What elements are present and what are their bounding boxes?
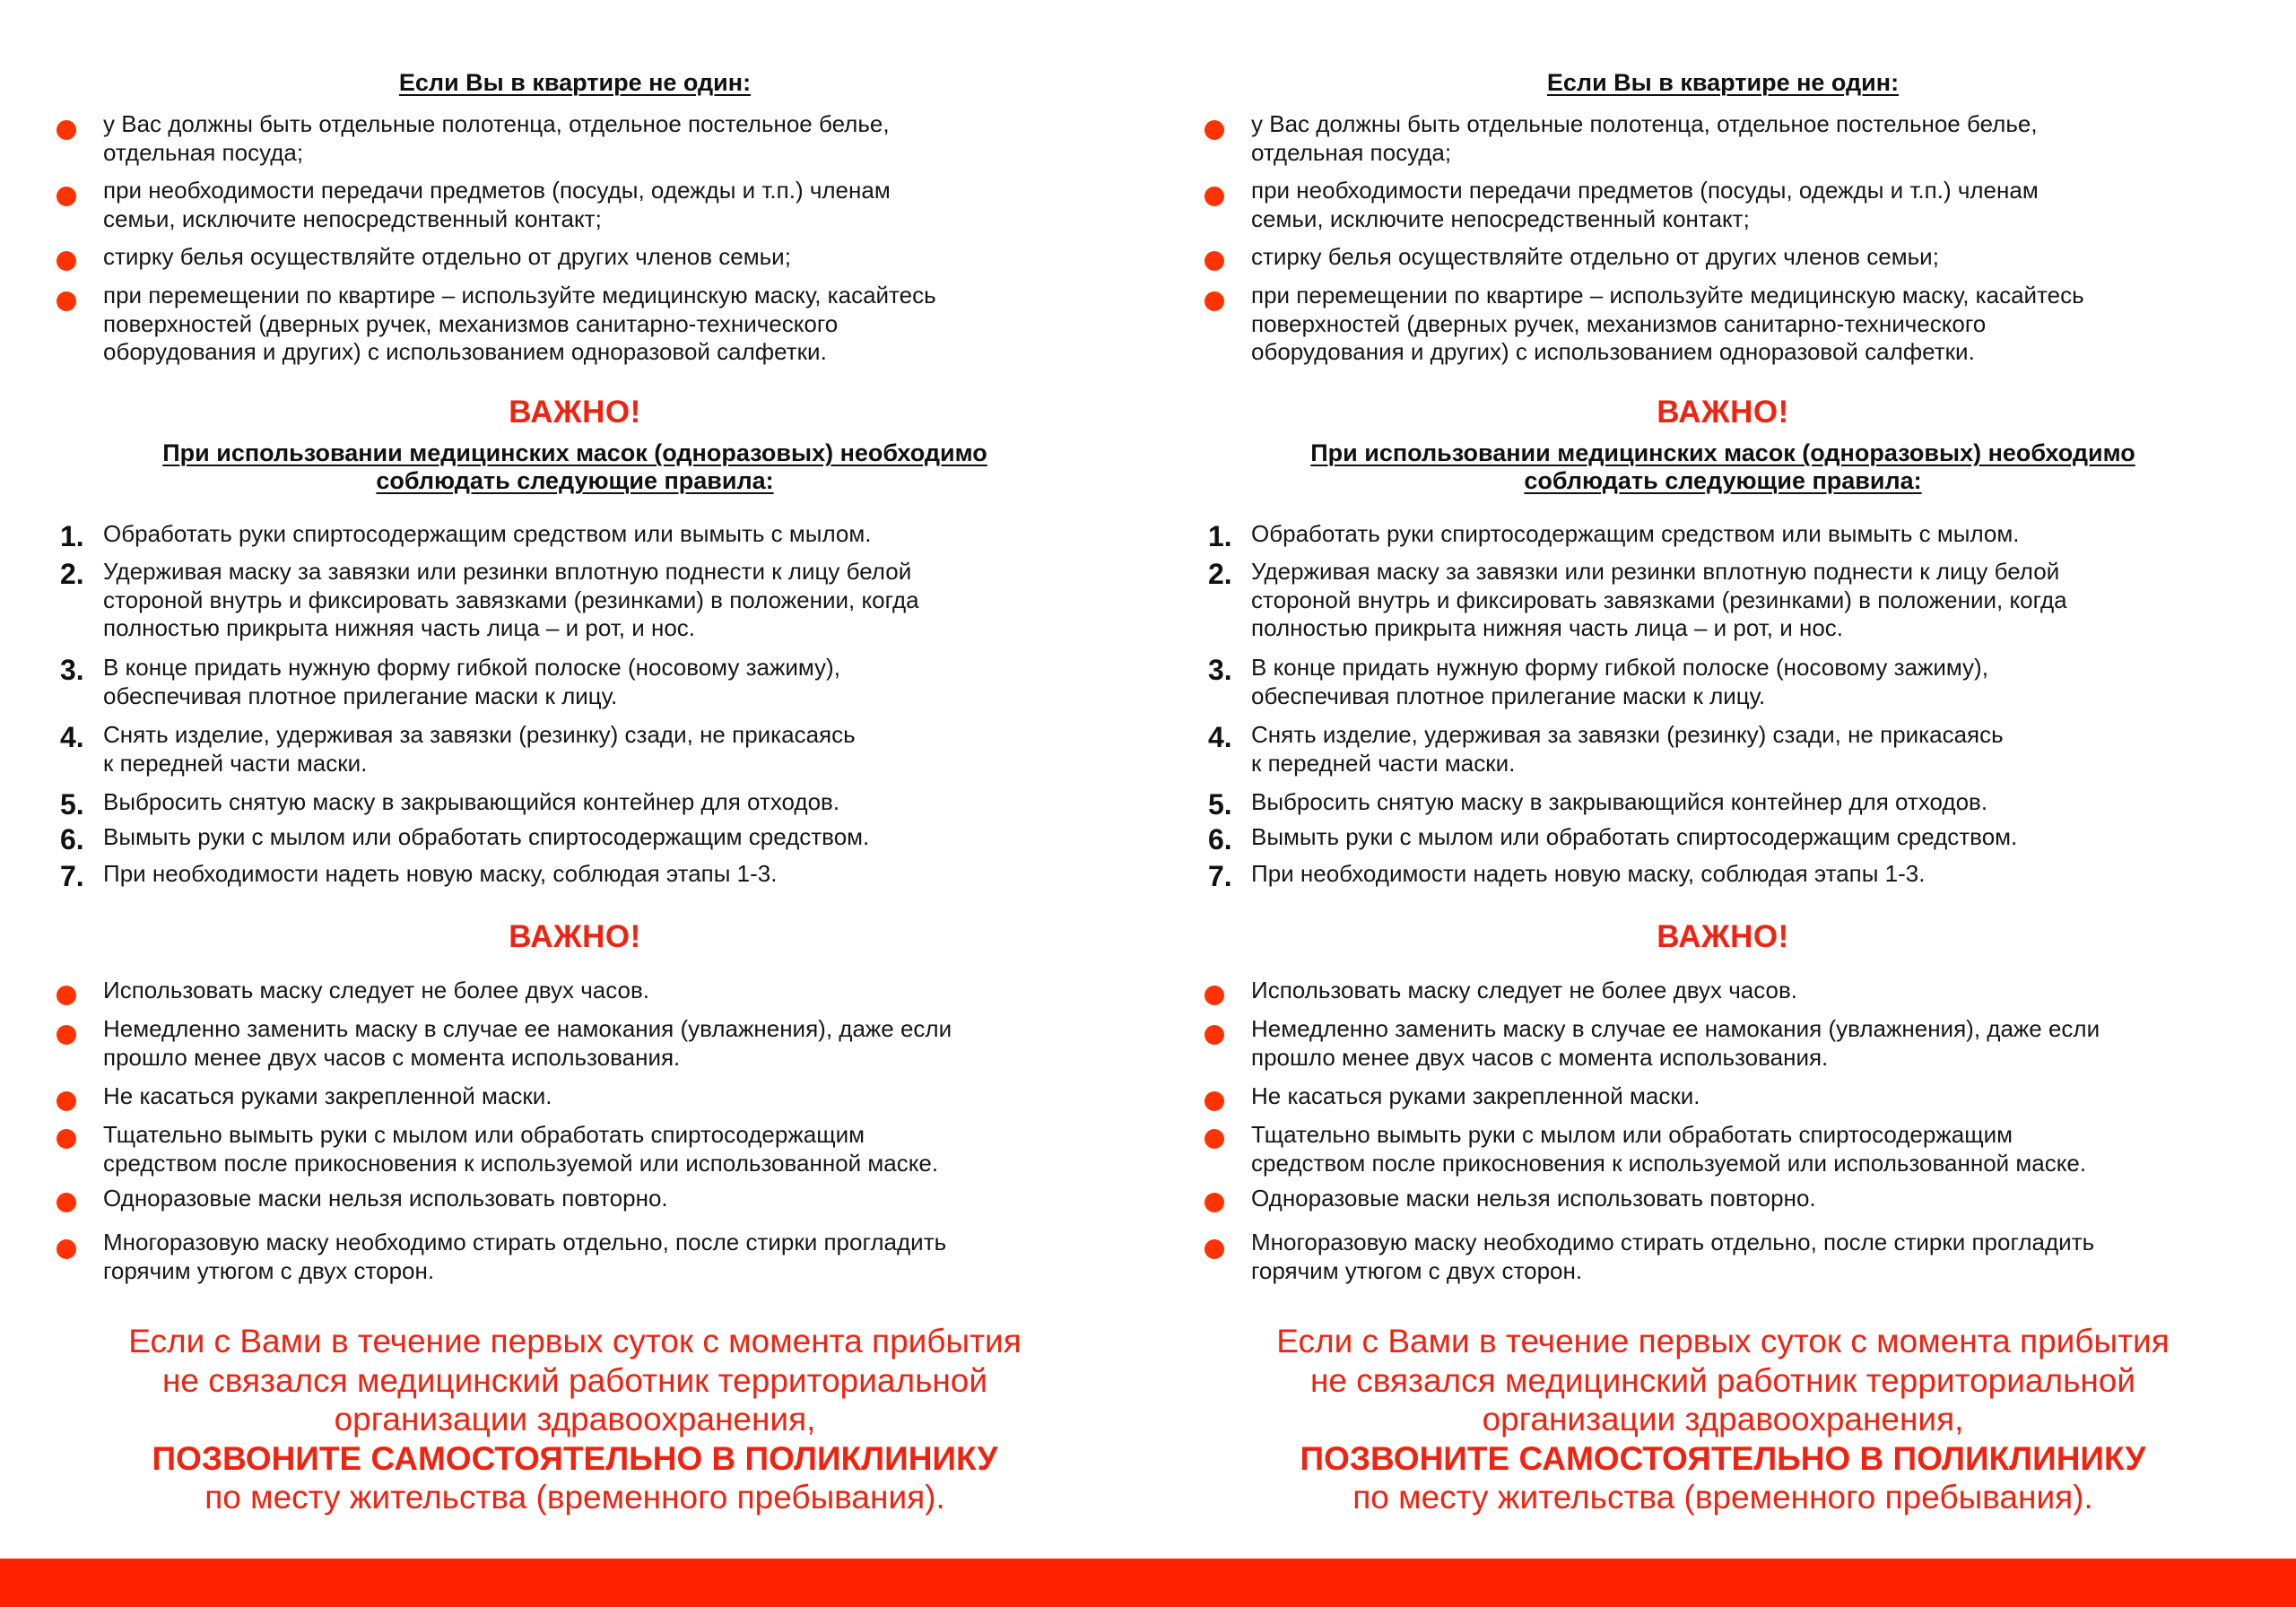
item-text-line: Вымыть руки с мылом или обработать спиртосодержащим средством. (1251, 823, 2018, 850)
bullet-icon (1205, 1025, 1224, 1045)
item-text-line: Немедленно заменить маску в случае ее намокания (увлажнения), даже если (1251, 1015, 2100, 1042)
item-text-line: горячим утюгом с двух сторон. (1251, 1256, 1583, 1284)
closing-notice (0, 1322, 1150, 1517)
item-text-line: оборудования и других) с использованием одноразовой салфетки. (103, 338, 827, 365)
bullet-icon (57, 986, 76, 1005)
item-text-line: полностью прикрыта нижняя часть лица – и рот, и нос. (1251, 614, 1844, 641)
bullet-icon (1205, 986, 1224, 1005)
item-text-line: стирку белья осуществляйте отдельно от других членов семьи; (1251, 243, 1939, 270)
bullet-icon (1205, 1239, 1224, 1259)
bullet-icon (1205, 120, 1224, 140)
bullet-icon (57, 120, 76, 140)
item-text-line: прошло менее двух часов с момента использования. (1251, 1043, 1829, 1071)
leaflet-column-right (1148, 0, 2296, 1559)
item-text-line: обеспечивая плотное прилегание маски к лицу. (103, 682, 618, 709)
item-text-line: Удерживая маску за завязки или резинки вплотную поднести к лицу белой (103, 558, 912, 585)
item-number: 7. (1208, 860, 1232, 892)
item-text-line: отдельная посуда; (1251, 138, 1452, 166)
mask-rules-heading-line: При использовании медицинских масок (одноразовых) необходимо (1310, 439, 2135, 466)
leaflet-column-left (0, 0, 1148, 1559)
important-label: ВАЖНО! (509, 395, 641, 430)
item-number: 1. (60, 520, 84, 552)
item-text-line: Снять изделие, удерживая за завязки (резинку) сзади, не прикасаясь (1251, 721, 2004, 748)
item-number: 6. (60, 823, 84, 856)
item-text-line: средством после прикосновения к используемой или использованной маске. (1251, 1149, 2087, 1177)
mask-rules-heading-line: соблюдать следующие правила: (1524, 467, 1922, 494)
item-text-line: Вымыть руки с мылом или обработать спиртосодержащим средством. (103, 823, 870, 850)
important-label: ВАЖНО! (1657, 919, 1789, 954)
item-text-line: При необходимости надеть новую маску, соблюдая этапы 1-3. (1251, 860, 1926, 887)
important-label: ВАЖНО! (1657, 395, 1789, 430)
item-text-line: полностью прикрыта нижняя часть лица – и рот, и нос. (103, 614, 696, 641)
item-text-line: у Вас должны быть отдельные полотенца, отдельное постельное белье, (1251, 110, 2038, 137)
item-text-line: оборудования и других) с использованием одноразовой салфетки. (1251, 338, 1975, 365)
item-text-line: При необходимости надеть новую маску, соблюдая этапы 1-3. (103, 860, 778, 887)
mask-rules-heading (0, 439, 1150, 495)
closing-notice (1148, 1322, 2296, 1517)
closing-line: по месту жительства (временного пребывания). (1352, 1479, 2093, 1516)
bullet-icon (57, 1193, 76, 1212)
footer-red-bar (0, 1559, 2296, 1607)
item-text-line: Одноразовые маски нельзя использовать повторно. (103, 1185, 668, 1212)
closing-line: Если с Вами в течение первых суток с момента прибытия (128, 1323, 1022, 1359)
item-text-line: Выбросить снятую маску в закрывающийся контейнер для отходов. (1251, 788, 1988, 815)
bullet-icon (57, 187, 76, 206)
item-text-line: Тщательно вымыть руки с мылом или обработать спиртосодержащим (1251, 1121, 2013, 1148)
item-number: 5. (1208, 788, 1232, 821)
item-text-line: Многоразовую маску необходимо стирать отдельно, после стирки прогладить (103, 1229, 947, 1255)
bullet-icon (57, 291, 76, 311)
item-text-line: В конце придать нужную форму гибкой полоске (носовому зажиму), (103, 654, 840, 681)
bullet-icon (1205, 1129, 1224, 1149)
item-text-line: Использовать маску следует не более двух часов. (103, 977, 650, 1003)
item-number: 3. (60, 654, 84, 686)
item-text-line: семьи, исключите непосредственный контакт; (103, 204, 602, 232)
item-number: 7. (60, 860, 84, 892)
item-text-line: Не касаться руками закрепленной маски. (103, 1082, 552, 1109)
item-text-line: горячим утюгом с двух сторон. (103, 1256, 435, 1284)
bullet-icon (1205, 1193, 1224, 1212)
item-number: 2. (1208, 558, 1232, 590)
item-text-line: при необходимости передачи предметов (посуды, одежды и т.п.) членам (103, 177, 891, 204)
mask-rules-heading-line: При использовании медицинских масок (одноразовых) необходимо (162, 439, 987, 466)
item-text-line: В конце придать нужную форму гибкой полоске (носовому зажиму), (1251, 654, 1988, 681)
closing-line: организации здравоохранения, (1482, 1401, 1964, 1438)
item-number: 6. (1208, 823, 1232, 856)
item-text-line: при перемещении по квартире – используйте медицинскую маску, касайтесь (103, 282, 936, 308)
item-text-line: Многоразовую маску необходимо стирать отдельно, после стирки прогладить (1251, 1229, 2095, 1255)
closing-call-to-action: ПОЗВОНИТЕ САМОСТОЯТЕЛЬНО В ПОЛИКЛИНИКУ (152, 1439, 998, 1477)
important-label: ВАЖНО! (509, 919, 641, 954)
item-number: 1. (1208, 520, 1232, 552)
item-text-line: Использовать маску следует не более двух часов. (1251, 977, 1798, 1003)
item-text-line: Обработать руки спиртосодержащим средством или вымыть с мылом. (1251, 520, 2020, 547)
item-text-line: Снять изделие, удерживая за завязки (резинку) сзади, не прикасаясь (103, 721, 856, 748)
bullet-icon (57, 1129, 76, 1149)
bullet-icon (1205, 1091, 1224, 1111)
closing-line: организации здравоохранения, (334, 1401, 816, 1438)
mask-rules-heading (1148, 439, 2296, 495)
bullet-icon (1205, 291, 1224, 311)
item-text-line: Выбросить снятую маску в закрывающийся контейнер для отходов. (103, 788, 840, 815)
closing-line: по месту жительства (временного пребывания). (204, 1479, 945, 1516)
closing-line: не связался медицинский работник территориальной (161, 1361, 988, 1399)
item-text-line: Не касаться руками закрепленной маски. (1251, 1082, 1700, 1109)
item-text-line: средством после прикосновения к используемой или использованной маске. (103, 1149, 939, 1177)
bullet-icon (1205, 251, 1224, 271)
closing-line: не связался медицинский работник территориальной (1309, 1361, 2136, 1399)
item-number: 2. (60, 558, 84, 590)
item-text-line: при перемещении по квартире – используйте медицинскую маску, касайтесь (1251, 282, 2084, 308)
item-text-line: стороной внутрь и фиксировать завязками (резинками) в положении, когда (103, 586, 919, 613)
item-text-line: отдельная посуда; (103, 138, 304, 166)
item-text-line: Одноразовые маски нельзя использовать повторно. (1251, 1185, 1816, 1212)
item-number: 5. (60, 788, 84, 821)
heading-not-alone: Если Вы в квартире не один: (398, 69, 752, 96)
heading-not-alone: Если Вы в квартире не один: (1546, 69, 1900, 96)
bullet-icon (57, 1239, 76, 1259)
bullet-icon (1205, 187, 1224, 206)
item-text-line: Немедленно заменить маску в случае ее намокания (увлажнения), даже если (103, 1015, 952, 1042)
bullet-icon (57, 1091, 76, 1111)
item-text-line: поверхностей (дверных ручек, механизмов санитарно-технического (103, 309, 839, 337)
closing-line: Если с Вами в течение первых суток с момента прибытия (1276, 1323, 2170, 1359)
bullet-icon (57, 1025, 76, 1045)
mask-rules-heading-line: соблюдать следующие правила: (376, 467, 774, 494)
closing-call-to-action: ПОЗВОНИТЕ САМОСТОЯТЕЛЬНО В ПОЛИКЛИНИКУ (1300, 1439, 2146, 1477)
item-text-line: семьи, исключите непосредственный контакт; (1251, 204, 1750, 232)
item-text-line: Удерживая маску за завязки или резинки вплотную поднести к лицу белой (1251, 558, 2060, 585)
item-text-line: Обработать руки спиртосодержащим средством или вымыть с мылом. (103, 520, 872, 547)
item-text-line: поверхностей (дверных ручек, механизмов санитарно-технического (1251, 309, 1987, 337)
item-text-line: у Вас должны быть отдельные полотенца, отдельное постельное белье, (103, 110, 890, 137)
item-number: 3. (1208, 654, 1232, 686)
item-text-line: обеспечивая плотное прилегание маски к лицу. (1251, 682, 1766, 709)
bullet-icon (57, 251, 76, 271)
item-number: 4. (60, 721, 84, 753)
item-text-line: при необходимости передачи предметов (посуды, одежды и т.п.) членам (1251, 177, 2039, 204)
item-text-line: Тщательно вымыть руки с мылом или обработать спиртосодержащим (103, 1121, 865, 1148)
item-text-line: прошло менее двух часов с момента использования. (103, 1043, 681, 1071)
item-text-line: к передней части маски. (103, 749, 368, 777)
item-text-line: стороной внутрь и фиксировать завязками (резинками) в положении, когда (1251, 586, 2067, 613)
item-number: 4. (1208, 721, 1232, 753)
item-text-line: к передней части маски. (1251, 749, 1516, 777)
item-text-line: стирку белья осуществляйте отдельно от других членов семьи; (103, 243, 791, 270)
